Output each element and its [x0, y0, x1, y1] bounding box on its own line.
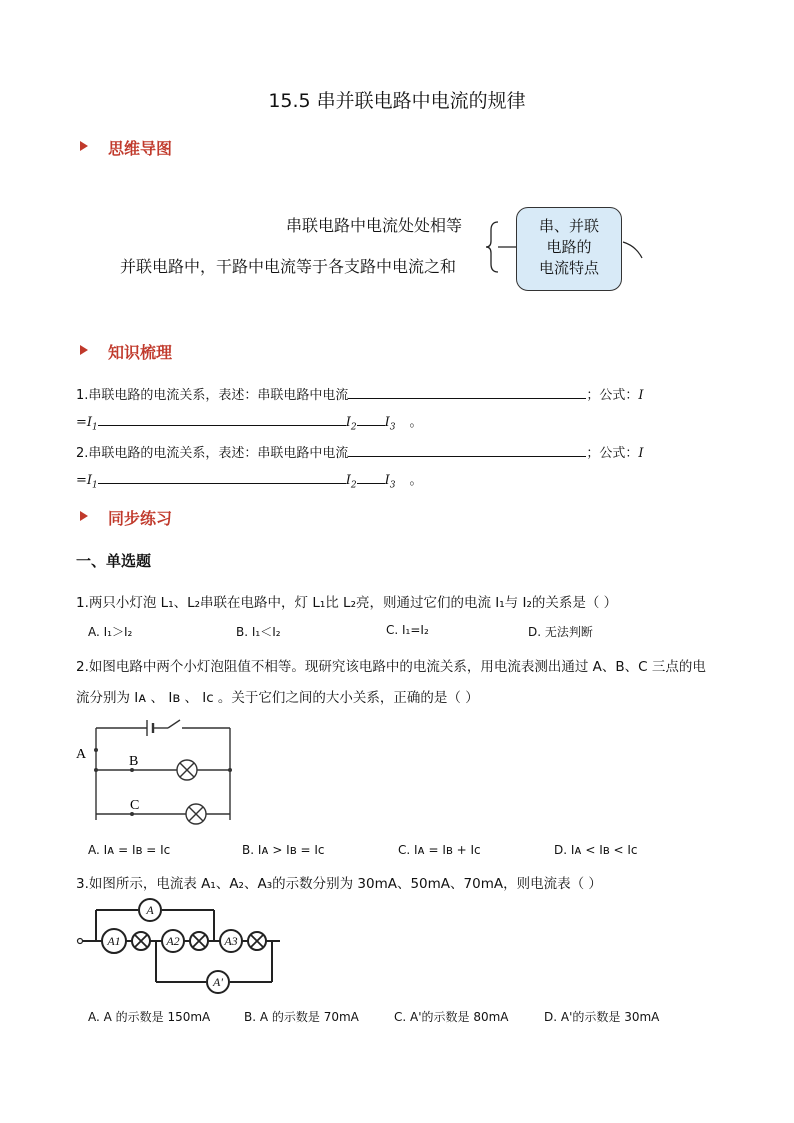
knowledge-item-1: [76, 384, 776, 403]
q2-stem-line1: 2.如图电路中两个小灯泡阻值不相等。现研究该电路中的电流关系，用电流表测出通过 A、B、C 三点的电: [76, 659, 706, 675]
meter-a-label: A: [146, 903, 154, 917]
mindmap-center-box: [516, 207, 622, 291]
knowledge-item-1-formula: [76, 411, 776, 433]
page-title: 15.5 串并联电路中电流的规律: [268, 90, 526, 112]
item1-text: 1.串联电路的电流关系，表述：串联电路中电流: [76, 388, 349, 403]
mindmap-box-line2: 电路的: [546, 238, 592, 256]
meter-a2-label: A2: [166, 934, 180, 948]
mindmap-parallel-text: 并联电路中，干路中电流等于各支路中电流之和: [120, 257, 457, 276]
section-arrow-icon: [80, 345, 88, 355]
q3-option-b[interactable]: B. A 的示数是 70mA: [244, 1010, 359, 1024]
formula-I3: I: [384, 473, 390, 488]
label-b: B: [129, 754, 139, 769]
q1-option-c[interactable]: C. I₁=I₂: [386, 623, 429, 637]
formula-sub3: 3: [389, 422, 396, 433]
q2-option-c[interactable]: C. Iᴀ = Iʙ + Iᴄ: [398, 843, 481, 857]
formula-blank-2[interactable]: [357, 412, 385, 426]
formula-blank-1[interactable]: [98, 412, 346, 426]
q1-stem: 1.两只小灯泡 L₁、L₂串联在电路中，灯 L₁比 L₂亮，则通过它们的电流 I₁与 I₂的关系是（ ）: [76, 595, 618, 611]
mindmap-series-text: 串联电路中电流处处相等: [286, 216, 463, 235]
label-a: A: [76, 747, 87, 762]
q2-option-a[interactable]: A. Iᴀ = Iʙ = Iᴄ: [88, 843, 171, 857]
section-knowledge: [80, 340, 172, 363]
q1-option-d[interactable]: D. 无法判断: [528, 625, 593, 639]
q3-circuit-diagram: [74, 896, 288, 1000]
formula-sub2: 2: [350, 480, 357, 491]
item1-blank[interactable]: [348, 385, 586, 399]
mindmap-connector: [622, 238, 644, 262]
formula-I2: I: [345, 473, 351, 488]
section-knowledge-label: 知识梳理: [108, 343, 173, 362]
meter-a3-label: A3: [224, 934, 238, 948]
label-c: C: [130, 798, 140, 813]
item2-blank[interactable]: [348, 443, 586, 457]
formula-label: ；公式：: [586, 446, 639, 461]
q2-option-b[interactable]: B. Iᴀ > Iʙ = Iᴄ: [242, 843, 325, 857]
subheading-single-choice: 一、单选题: [76, 552, 152, 570]
formula-I3: I: [384, 415, 390, 430]
formula-sub1: 1: [92, 422, 98, 433]
formula-I: I: [638, 446, 644, 461]
formula-eq-I1: =I: [76, 473, 93, 488]
formula-I: I: [638, 388, 644, 403]
mindmap-box-line3: 电流特点: [538, 259, 599, 277]
item2-text: 2.串联电路的电流关系，表述：串联电路中电流: [76, 446, 349, 461]
meter-a-prime-label: A': [213, 975, 223, 989]
formula-end: 。: [409, 473, 423, 488]
formula-label: ；公式：: [586, 388, 639, 403]
q1-option-a[interactable]: A. I₁＞I₂: [88, 625, 133, 639]
formula-end: 。: [409, 415, 423, 430]
q3-option-a[interactable]: A. A 的示数是 150mA: [88, 1010, 211, 1024]
section-practice-label: 同步练习: [108, 509, 173, 528]
formula-sub2: 2: [350, 422, 357, 433]
knowledge-item-2-formula: [76, 469, 776, 491]
q2-circuit-diagram: [72, 712, 242, 830]
formula-sub3: 3: [389, 480, 396, 491]
q3-option-d[interactable]: D. A'的示数是 30mA: [544, 1010, 660, 1024]
q3-stem: 3.如图所示，电流表 A₁、A₂、A₃的示数分别为 30mA、50mA、70mA，则电流表（ ）: [76, 876, 602, 892]
section-arrow-icon: [80, 511, 88, 521]
formula-I2: I: [345, 415, 351, 430]
formula-blank-1[interactable]: [98, 470, 346, 484]
formula-blank-2[interactable]: [357, 470, 385, 484]
mindmap-box-line1: 串、并联: [538, 217, 599, 235]
section-mindmap-label: 思维导图: [108, 139, 173, 158]
section-arrow-icon: [80, 141, 88, 151]
q2-option-d[interactable]: D. Iᴀ < Iʙ < Iᴄ: [554, 843, 638, 857]
q1-option-b[interactable]: B. I₁＜I₂: [236, 625, 281, 639]
q3-option-c[interactable]: C. A'的示数是 80mA: [394, 1010, 509, 1024]
formula-sub1: 1: [92, 480, 98, 491]
knowledge-item-2: [76, 442, 776, 461]
section-mindmap: [80, 136, 172, 159]
meter-a1-label: A1: [107, 934, 121, 948]
formula-eq-I1: =I: [76, 415, 93, 430]
q2-stem-line2: 流分别为 Iᴀ 、 Iʙ 、 Iᴄ 。关于它们之间的大小关系，正确的是（ ）: [76, 690, 479, 706]
section-practice: [80, 506, 172, 529]
